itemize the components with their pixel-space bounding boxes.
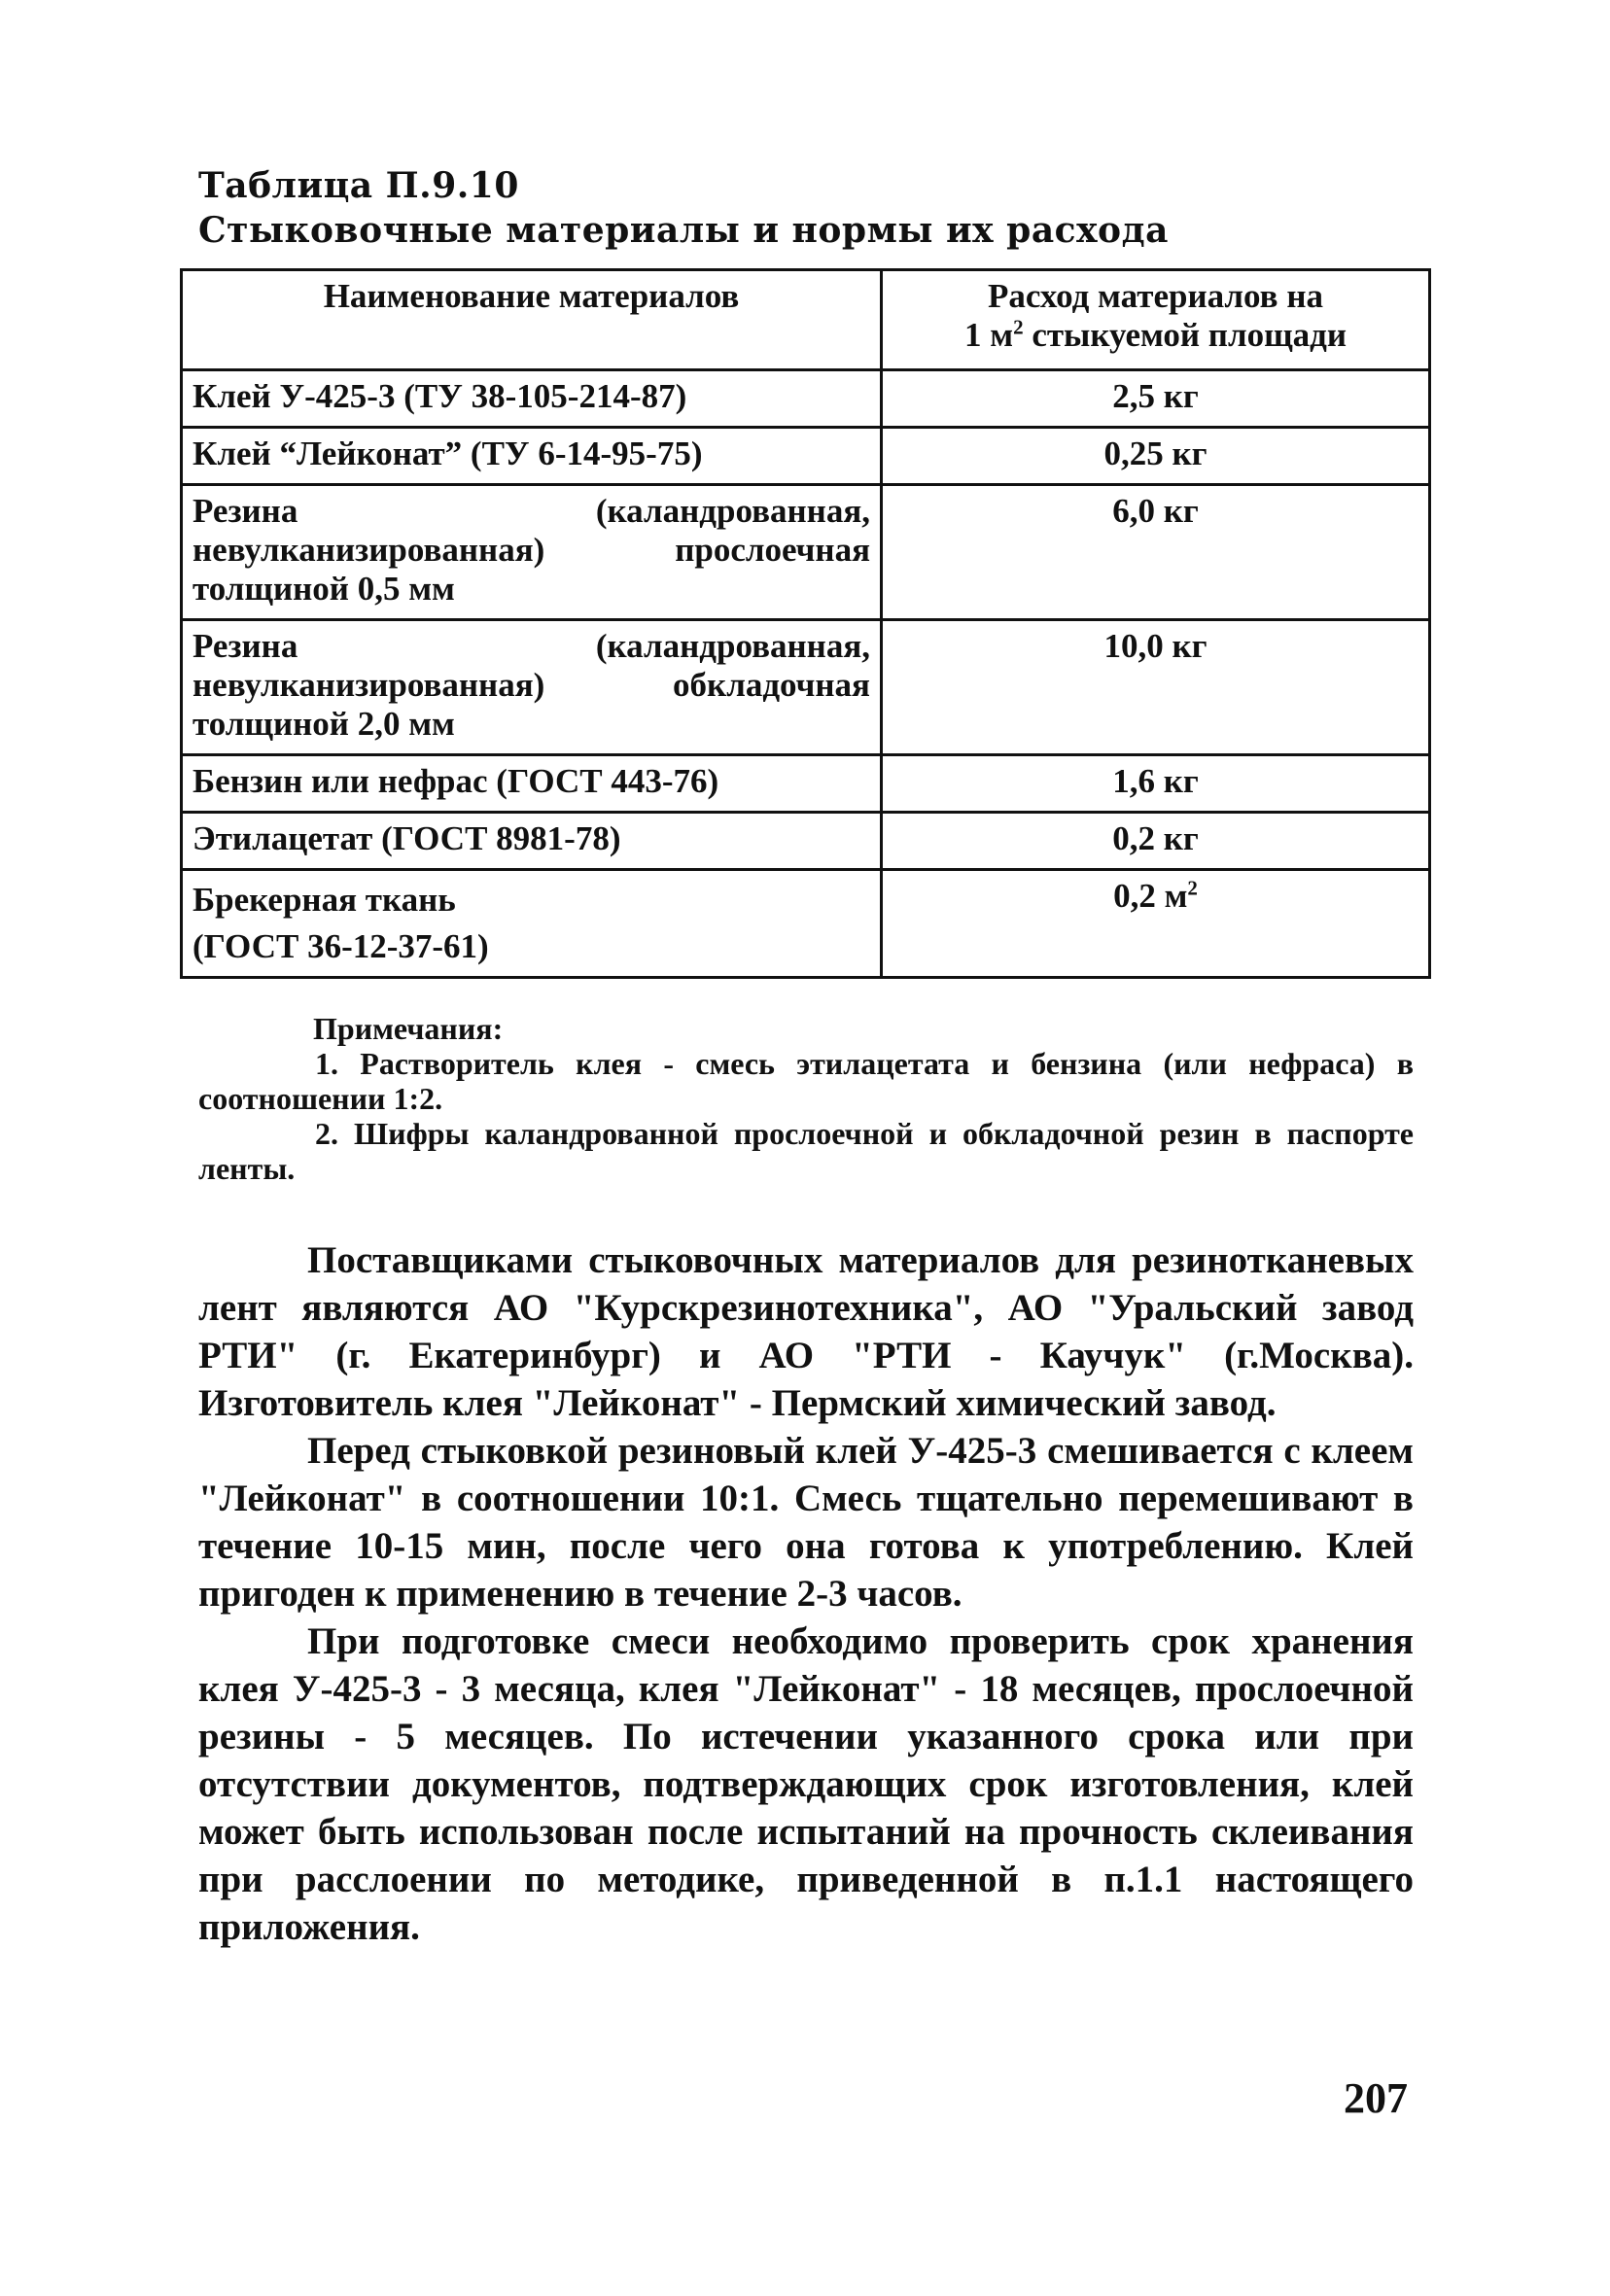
material-qty: 0,25 кг xyxy=(882,428,1430,485)
header-material-name: Наименование материалов xyxy=(182,270,882,370)
table-row xyxy=(182,370,1430,428)
table-row xyxy=(182,620,1430,755)
table-row xyxy=(182,428,1430,485)
paragraph: Перед стыковкой резиновый клей У-425-3 смешивается с клеем "Лейконат" в соотношении 10:1. Смесь тщательно перемешивают в течение 10-15 мин, после чего она готова к употреблению. Клей пригоден к применению в течение 2-3 часов. xyxy=(198,1430,1414,1615)
material-name: Бензин или нефрас (ГОСТ 443-76) xyxy=(182,755,882,813)
material-qty: 0,2 $м^2$ xyxy=(882,870,1430,978)
table-row xyxy=(182,755,1430,813)
page-number: 207 xyxy=(1344,2074,1408,2122)
table-title: Стыковочные материалы и нормы их расхода xyxy=(198,210,1169,251)
material-name: Клей У-425-3 (ТУ 38-105-214-87) xyxy=(182,370,882,428)
body-text xyxy=(198,1236,1414,1951)
paragraph: При подготовке смеси необходимо проверить срок хранения клея У-425-3 - 3 месяца, клея "Лейконат" - 18 месяцев, прослоечной резины - 5 месяцев. По истечении указанного срока или при отсутствии документов, подтверждающих срок изготовления, клей может быть использован после испытаний на прочность склеивания при расслоении по методике, приведенной в п.1.1 настоящего приложения. xyxy=(198,1620,1414,1948)
table-row xyxy=(182,813,1430,870)
material-qty: 10,0 кг xyxy=(882,620,1430,755)
table-row xyxy=(182,485,1430,620)
material-qty: 1,6 кг xyxy=(882,755,1430,813)
paragraph: Поставщиками стыковочных материалов для резинотканевых лент являются АО "Курскрезинотехника", АО "Уральский завод РТИ" (г. Екатеринбург) и АО "РТИ - Каучук" (г.Москва). Изготовитель клея "Лейконат" - Пермский химический завод. xyxy=(198,1239,1414,1424)
material-name: Этилацетат (ГОСТ 8981-78) xyxy=(182,813,882,870)
table-number: Таблица П.9.10 xyxy=(198,165,519,206)
material-qty: 0,2 кг xyxy=(882,813,1430,870)
header-consumption-rate: Расход материалов на 1 $м^2$ стыкуемой площади xyxy=(882,270,1430,370)
notes-block xyxy=(198,1011,1414,1186)
material-name: Резина (каландрованная, невулканизированная) прослоечная толщиной 0,5 мм xyxy=(182,485,882,620)
notes-title: Примечания: xyxy=(313,1011,504,1046)
note-item: 1. Растворитель клея - смесь этилацетата и бензина (или нефраса) в соотношении 1:2. xyxy=(198,1046,1414,1116)
table-caption xyxy=(198,163,1169,253)
material-qty: 6,0 кг xyxy=(882,485,1430,620)
material-name: Клей “Лейконат” (ТУ 6-14-95-75) xyxy=(182,428,882,485)
materials-table xyxy=(180,268,1431,979)
table-row xyxy=(182,870,1430,978)
table-header-row xyxy=(182,270,1430,370)
note-item: 2. Шифры каландрованной прослоечной и обкладочной резин в паспорте ленты. xyxy=(198,1116,1414,1186)
material-name: Резина (каландрованная, невулканизированная) обкладочная толщиной 2,0 мм xyxy=(182,620,882,755)
material-name: Брекерная ткань (ГОСТ 36-12-37-61) xyxy=(182,870,882,978)
material-qty: 2,5 кг xyxy=(882,370,1430,428)
